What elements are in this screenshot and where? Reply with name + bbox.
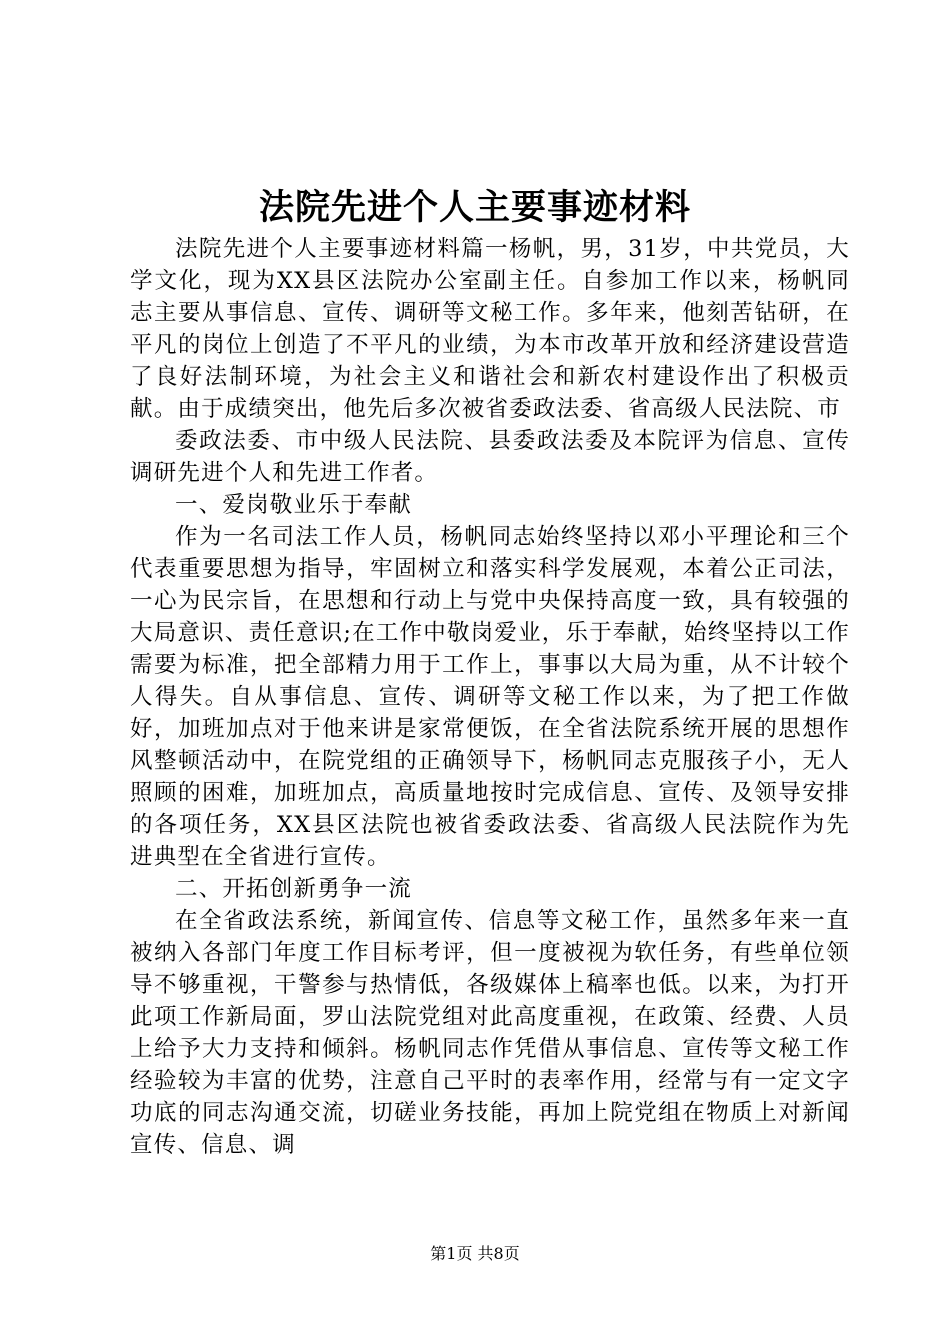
section-heading-1: 一、爱岗敬业乐于奉献 xyxy=(175,492,413,518)
paragraph-section-2: 在全省政法系统，新闻宣传、信息等文秘工作，虽然多年来一直被纳入各部门年度工作目标考评，但一度被视为软任务，有些单位领导不够重视，干警参与热情低，各级媒体上稿率也低。以来，为打开此项工作新局面，罗山法院党组对此高度重视，在政策、经费、人员上给予大力支持和倾斜。杨帆同志作凭借从事信息、宣传等文秘工作经验较为丰富的优势，注意自己平时的表率作用，经常与有一定文字功底的同志沟通交流，切磋业务技能，再加上院党组在物质上对新闻宣传、信息、调 xyxy=(130,908,850,1158)
section-heading-2: 二、开拓创新勇争一流 xyxy=(175,876,413,902)
paragraph-section-1: 作为一名司法工作人员，杨帆同志始终坚持以邓小平理论和三个代表重要思想为指导，牢固树立和落实科学发展观，本着公正司法，一心为民宗旨，在思想和行动上与党中央保持高度一致，具有较强的大局意识、责任意识;在工作中敬岗爱业，乐于奉献，始终坚持以工作需要为标准，把全部精力用于工作上，事事以大局为重，从不计较个人得失。自从事信息、宣传、调研等文秘工作以来，为了把工作做好，加班加点对于他来讲是家常便饭，在全省法院系统开展的思想作风整顿活动中，在院党组的正确领导下，杨帆同志克服孩子小，无人照顾的困难，加班加点，高质量地按时完成信息、宣传、及领导安排的各项任务，XX县区法院也被省委政法委、省高级人民法院作为先进典型在全省进行宣传。 xyxy=(130,524,850,870)
document-body xyxy=(130,233,850,1161)
page-footer: 第1页 共8页 xyxy=(430,1244,520,1263)
document-title: 法院先进个人主要事迹材料 xyxy=(258,187,691,228)
paragraph-intro: 法院先进个人主要事迹材料篇一杨帆，男，31岁，中共党员，大学文化，现为XX县区法院办公室副主任。自参加工作以来，杨帆同志主要从事信息、宣传、调研等文秘工作。多年来，他刻苦钻研，在平凡的岗位上创造了不平凡的业绩，为本市改革开放和经济建设营造了良好法制环境，为社会主义和谐社会和新农村建设作出了积极贡献。由于成绩突出，他先后多次被省委政法委、省高级人民法院、市 xyxy=(130,236,850,422)
paragraph-intro-continued: 委政法委、市中级人民法院、县委政法委及本院评为信息、宣传调研先进个人和先进工作者。 xyxy=(130,428,850,486)
